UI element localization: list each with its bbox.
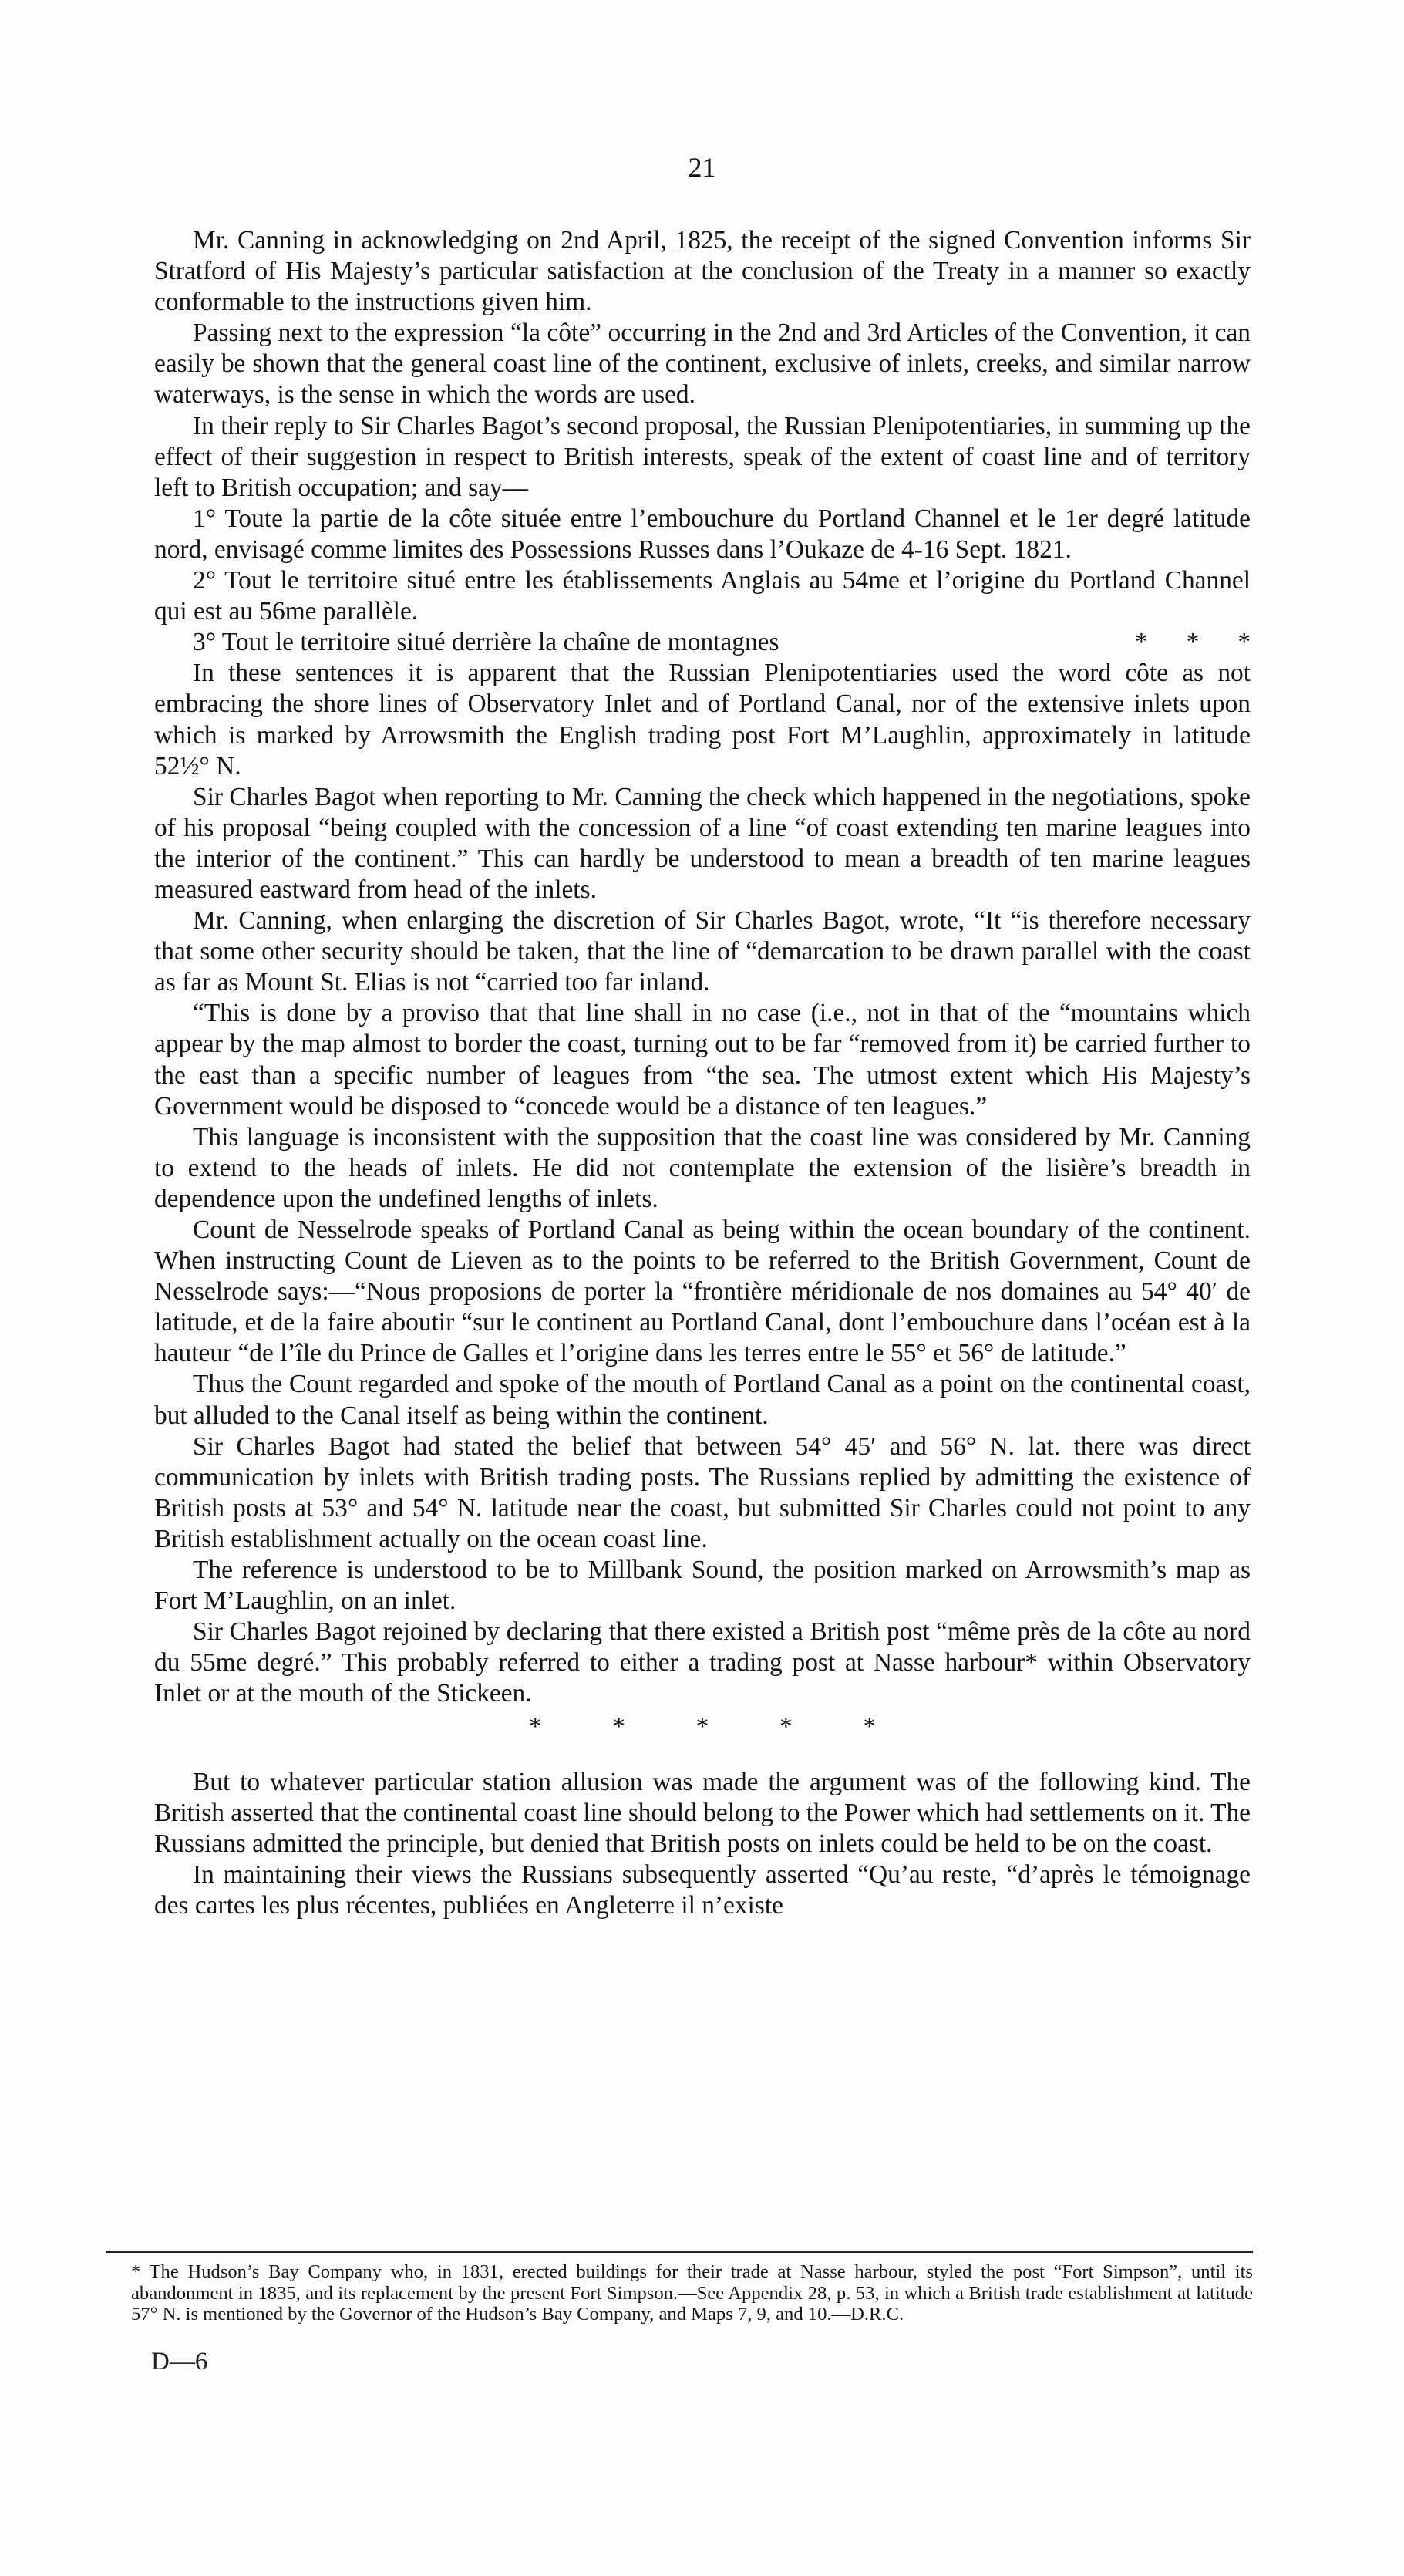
paragraph: Thus the Count regarded and spoke of the mouth of Portland Canal as a point on the continental coast, but alluded to the Canal itself as being within the continent. [154, 1370, 1251, 1430]
paragraph: Passing next to the expression “la côte” occurring in the 2nd and 3rd Articles of the Convention, it can easily be shown that the general coast line of the continent, exclusive of inlets, creeks, and similar narrow waterways, is the sense in which the words are used. [154, 319, 1251, 410]
star: * [863, 1711, 877, 1741]
inline-stars [1096, 627, 1251, 658]
section-break-stars [154, 1711, 1251, 1742]
paragraph: 1° Toute la partie de la côte située entre l’embouchure du Portland Channel et le 1er degré latitude nord, envisagé comme limites des Possessions Russes dans l’Oukaze de 4-16 Sept. 1821. [154, 504, 1251, 564]
signature-mark: D—6 [151, 2348, 208, 2375]
star: * [1135, 628, 1148, 657]
paragraph: The reference is understood to be to Millbank Sound, the position marked on Arrowsmith’s map as Fort M’Laughlin, on an inlet. [154, 1556, 1251, 1616]
paragraph: In these sentences it is apparent that the Russian Plenipotentiaries used the word côte as not embracing the shore lines of Observatory Inlet and of Portland Canal, nor of the extensive inlets upon which is marked by Arrowsmith the English trading post Fort M’Laughlin, approximately in latitude 52½° N. [154, 659, 1251, 781]
paragraph: But to whatever particular station allusion was made the argument was of the following kind. The British asserted that the continental coast line should belong to the Power which had settlements on it. The Russians admitted the principle, but denied that British posts on inlets could be held to be on the coast. [154, 1767, 1251, 1858]
star: * [1237, 628, 1251, 657]
star: * [1186, 628, 1200, 657]
paragraph: In their reply to Sir Charles Bagot’s second proposal, the Russian Plenipotentiaries, in summing up the effect of their suggestion in respect to British interests, speak of the extent of coast line and of territory left to British occupation; and say— [154, 411, 1251, 502]
paragraph: Sir Charles Bagot when reporting to Mr. Canning the check which happened in the negotiations, spoke of his proposal “being coupled with the concession of a line “of coast extending ten marine leagues into the interior of the continent.” This can hardly be understood to mean a breadth of ten marine leagues measured eastward from head of the inlets. [154, 782, 1251, 904]
paragraph: Mr. Canning, when enlarging the discretion of Sir Charles Bagot, wrote, “It “is therefore necessary that some other security should be taken, that the line of “demarcation to be drawn parallel with the coast as far as Mount St. Elias is not “carried too far inland. [154, 906, 1251, 997]
paragraph: “This is done by a proviso that that line shall in no case (i.e., not in that of the “mountains which appear by the map almost to border the coast, turning out to be far “removed from it) be carried further to the east than a specific number of leagues from “the sea. The utmost extent which His Majesty’s Government would be disposed to “concede would be a distance of ten leagues.” [154, 999, 1251, 1121]
star: * [779, 1711, 793, 1741]
footnote-divider [106, 2251, 1253, 2253]
page-number: 21 [688, 152, 716, 183]
paragraph: 2° Tout le territoire situé entre les établissements Anglais au 54me et l’origine du Portland Channel qui est au 56me parallèle. [154, 566, 1251, 626]
star: * [612, 1711, 625, 1741]
paragraph: In maintaining their views the Russians subsequently asserted “Qu’au reste, “d’après le témoignage des cartes les plus récentes, publiées en Angleterre il n’existe [154, 1860, 1251, 1920]
paragraph-text: 3° Tout le territoire situé derrière la chaîne de montagnes [193, 628, 779, 657]
footnote-text: * The Hudson’s Bay Company who, in 1831, erected buildings for their trade at Nasse harbour, styled the post “Fort Simpson”, until its abandonment in 1835, and its replacement by the present Fort Simpson.—See Appendix 28, p. 53, in which a British trade establishment at latitude 57° N. is mentioned by the Governor of the Hudson’s Bay Company, and Maps 7, 9, and 10.—D.R.C. [131, 2261, 1253, 2325]
star: * [695, 1711, 709, 1741]
paragraph: Sir Charles Bagot had stated the belief that between 54° 45′ and 56° N. lat. there was direct communication by inlets with British trading posts. The Russians replied by admitting the existence of British posts at 53° and 54° N. latitude near the coast, but submitted Sir Charles could not point to any British establishment actually on the ocean coast line. [154, 1431, 1251, 1553]
paragraph: This language is inconsistent with the supposition that the coast line was considered by Mr. Canning to extend to the heads of inlets. He did not contemplate the extension of the lisière’s breadth in dependence upon the undefined lengths of inlets. [154, 1122, 1251, 1213]
body-text [154, 225, 1251, 1921]
paragraph-with-stars [154, 627, 1251, 658]
footnote [131, 2261, 1253, 2325]
star: * [528, 1711, 542, 1741]
paragraph: Count de Nesselrode speaks of Portland Canal as being within the ocean boundary of the continent. When instructing Count de Lieven as to the points to be referred to the British Government, Count de Nesselrode says:—“Nous proposions de porter la “frontière méridionale de nos domaines au 54° 40′ de latitude, et de la faire aboutir “sur le continent au Portland Canal, dont l’embouchure dans l’océan est à la hauteur “de l’île du Prince de Galles et l’origine dans les terres entre le 55° et 56° de latitude.” [154, 1216, 1251, 1368]
paragraph: Mr. Canning in acknowledging on 2nd April, 1825, the receipt of the signed Convention informs Sir Stratford of His Majesty’s particular satisfaction at the conclusion of the Treaty in a manner so exactly conformable to the instructions given him. [154, 226, 1251, 317]
paragraph: Sir Charles Bagot rejoined by declaring that there existed a British post “même près de la côte au nord du 55me degré.” This probably referred to either a trading post at Nasse harbour* within Observatory Inlet or at the mouth of the Stickeen. [154, 1617, 1251, 1708]
